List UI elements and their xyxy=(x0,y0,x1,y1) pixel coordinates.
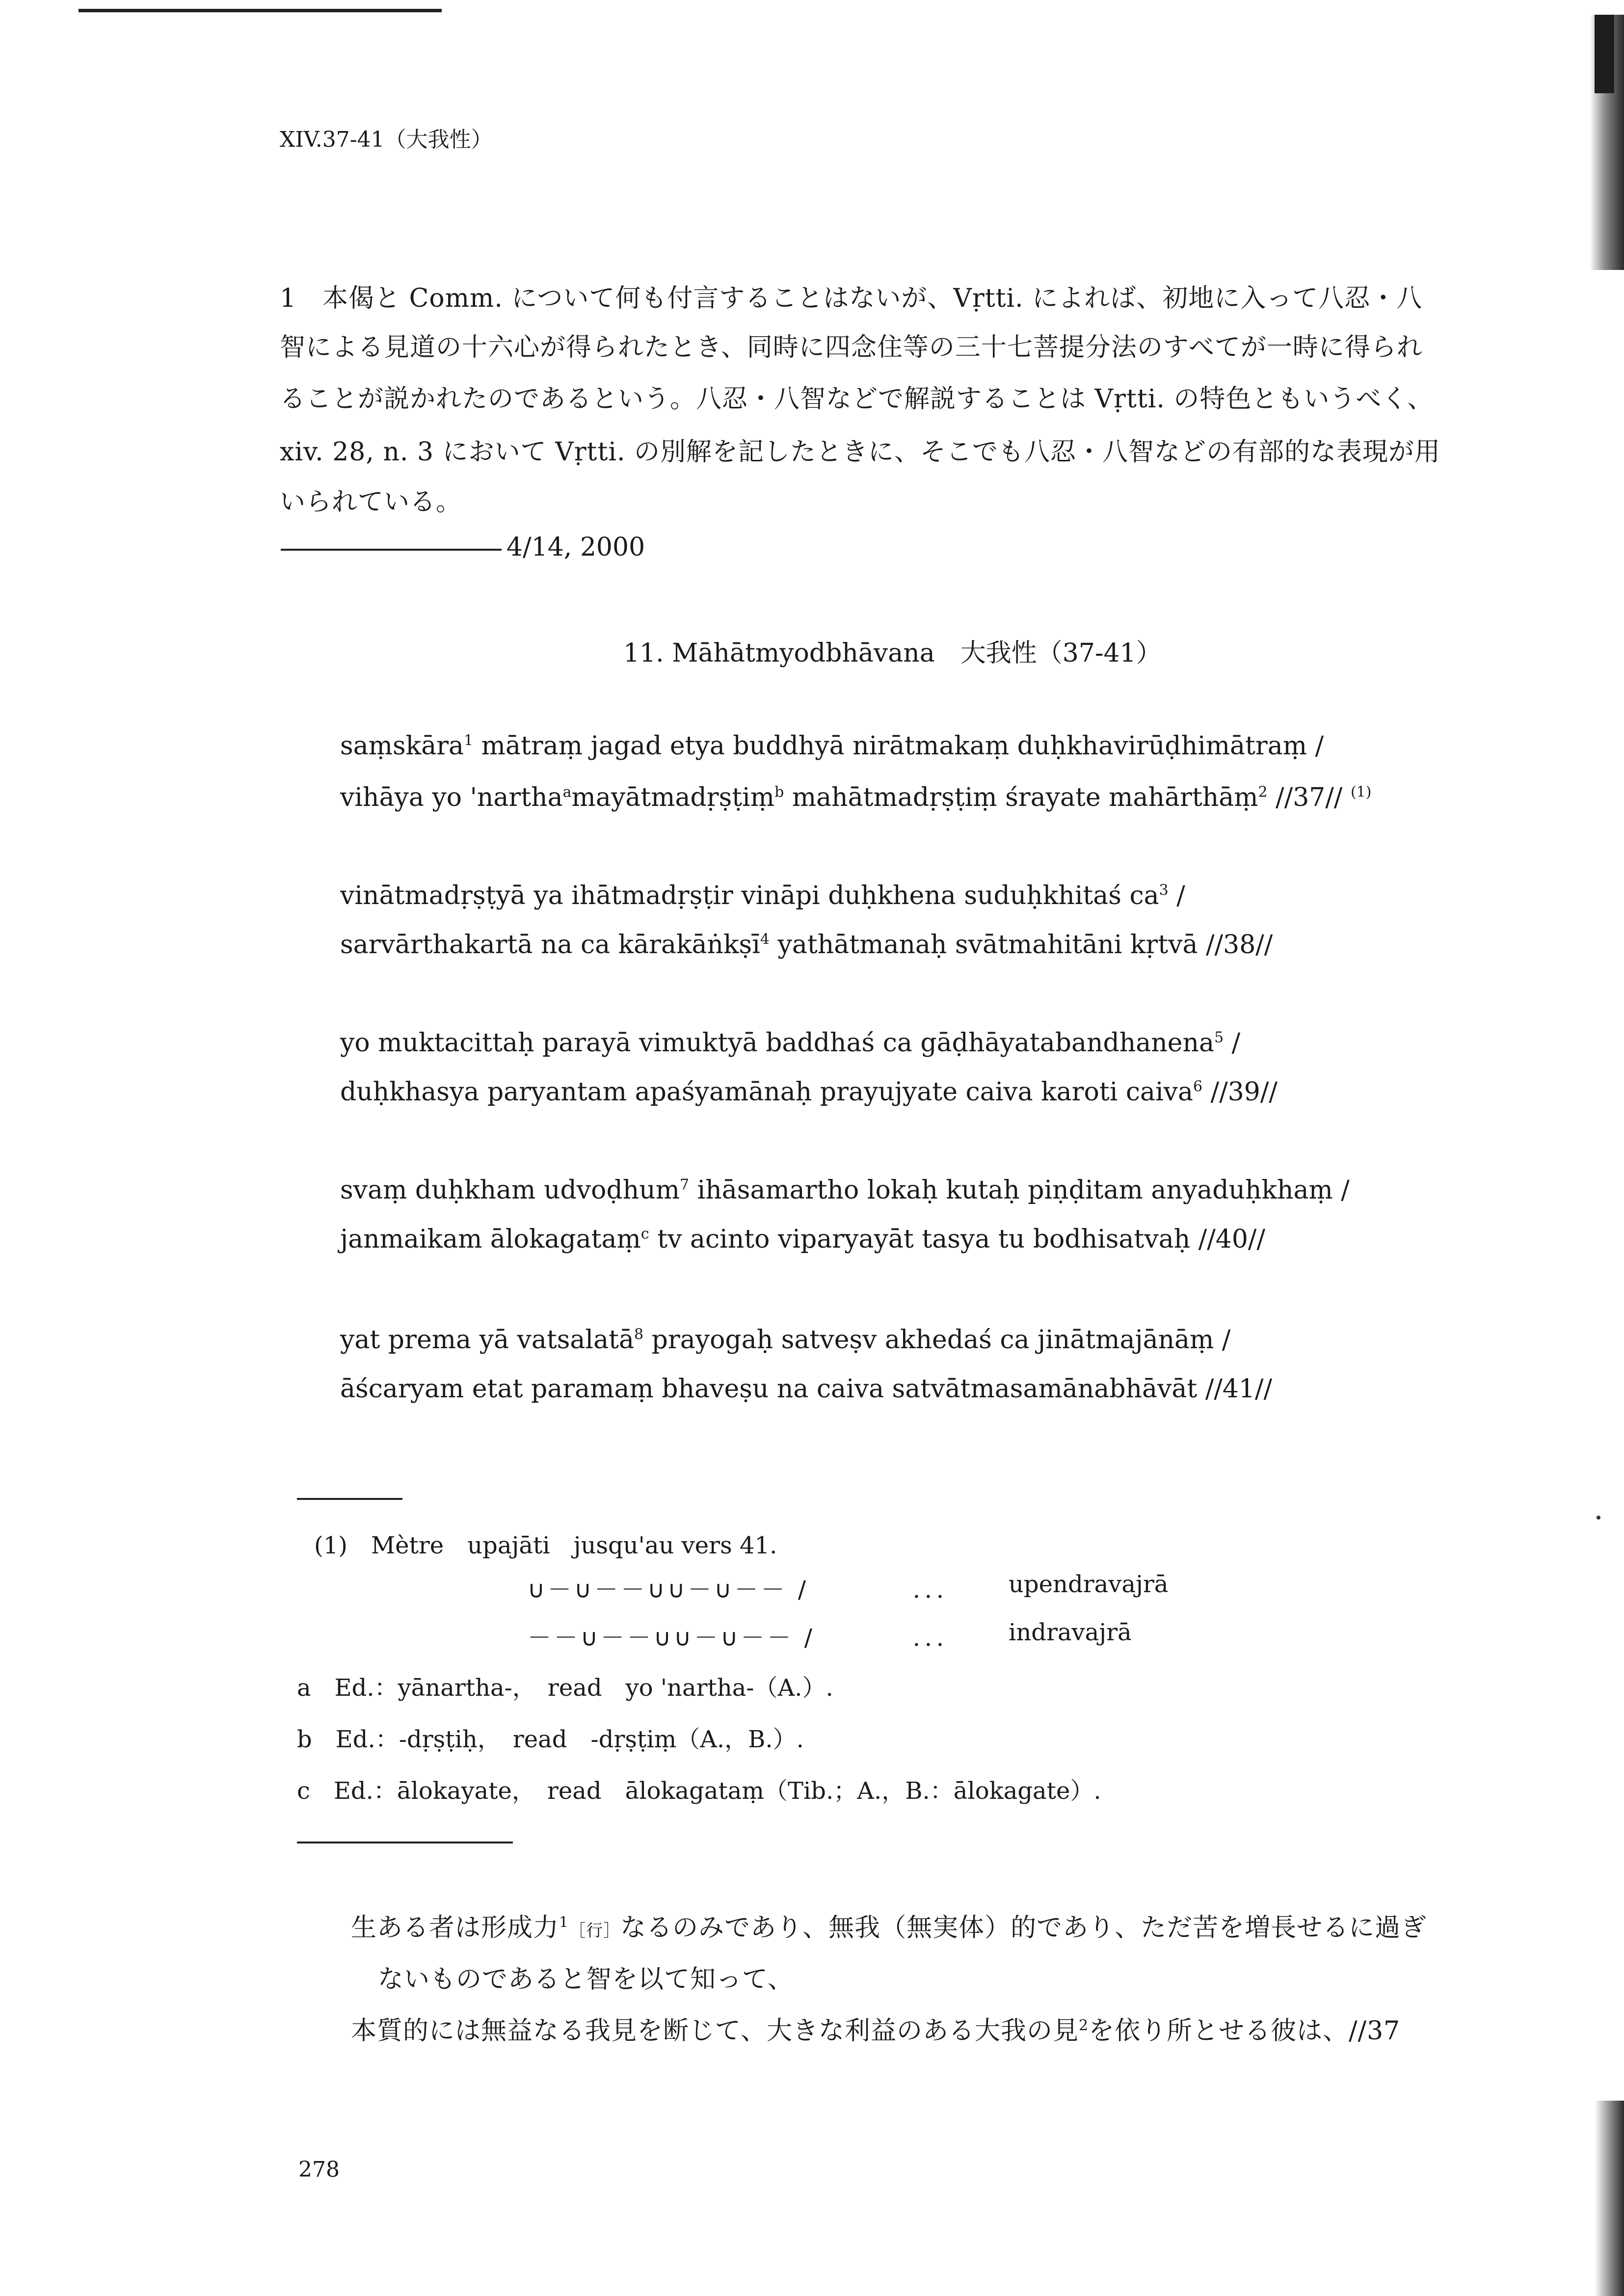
meter-name-2: indravajrā xyxy=(1009,1619,1132,1646)
verse-line-4: sarvārthakartā na ca kārakāṅkṣī$^4$ yathātmanaḥ svātmahitāni kṛtvā //38// xyxy=(340,930,1273,960)
meter-dots-1: ．．． xyxy=(913,1576,960,1603)
meter-name-1: upendravajrā xyxy=(1009,1571,1169,1598)
meter-dots-2: ．．． xyxy=(913,1624,960,1652)
verse-line-9: yat prema yā vatsalatā$^8$ prayogaḥ satveṣv akhedaś ca jinātmajānāṃ / xyxy=(340,1325,1231,1355)
running-header: XIV.37-41（大我性） xyxy=(280,127,493,152)
verse-line-8: janmaikam ālokagataṃ$^c$ tv acinto viparyayāt tasya tu bodhisatvaḥ //40// xyxy=(340,1225,1265,1254)
top-rule xyxy=(79,9,442,12)
variant-b: b Ed.：-dṛṣṭiḥ， read -dṛṣṭiṃ（A.，B.）. xyxy=(297,1726,804,1753)
verse-line-3: vinātmadṛṣṭyā ya ihātmadṛṣṭir vināpi duḥkhena suduḥkhitaś $ca^3$ / xyxy=(340,881,1185,910)
meter-pattern-2: －－∪－－∪∪－∪－－ / xyxy=(528,1624,815,1652)
variant-a: a Ed.：yānartha-， read yo 'nartha-（A.）. xyxy=(297,1674,833,1702)
footnote-rule xyxy=(297,1498,402,1500)
note1-line-3: ることが説かれたのであるという。八忍・八智などで解説することは Vṛtti. の特色ともいうべく、 xyxy=(280,384,1434,414)
section-title: 11. Māhātmyodbhāvana 大我性（37-41） xyxy=(623,639,1162,668)
translation-line-1: 生ある者は形成力$^1$［行］なるのみであり、無我（無実体）的であり、ただ苦を増長せるに過ぎ xyxy=(351,1913,1427,1943)
date-dash-rule xyxy=(281,549,502,551)
note1-line-2: 智による見道の十六心が得られたとき、同時に四念住等の三十七菩提分法のすべてが一時に得られ xyxy=(280,333,1423,362)
scan-edge-top-dark xyxy=(1595,15,1614,93)
note1-line-5: いられている。 xyxy=(280,487,462,517)
verse-line-1: saṃskāra$^1$ mātraṃ jagad etya buddhyā nirātmakaṃ duḥkhavirūḍhimātraṃ / xyxy=(340,731,1324,761)
page-number: 278 xyxy=(298,2157,340,2182)
note1-line-1: 1 本偈と Comm. について何も付言することはないが、Vṛtti. によれば、初地に入って八忍・八 xyxy=(280,284,1423,313)
verse-line-5: yo muktacittaḥ parayā vimuktyā baddhaś ca gāḍhāyatabandhanena$^5$ / xyxy=(340,1028,1241,1058)
translation-line-2: ないものであると智を以て知って、 xyxy=(378,1965,794,1994)
verse-line-2: vihāya yo 'nartha$^a$mayātmadṛṣṭiṃ$^b$ mahātmadṛṣṭiṃ śrayate mahārthāṃ$^2$ //37// $^{(1)}$ xyxy=(340,783,1372,812)
scan-edge-bottom xyxy=(1595,2101,1624,2296)
scan-dot xyxy=(1597,1516,1600,1520)
translation-rule xyxy=(297,1842,513,1843)
translation-line-3: 本質的には無益なる我見を断じて、大きな利益のある大我の見$^2$を依り所とせる彼は、//37 xyxy=(351,2016,1401,2046)
verse-line-7: svaṃ duḥkham udvoḍhum$^7$ ihāsamartho lokaḥ kutaḥ piṇḍitam anyaduḥkhaṃ / xyxy=(340,1175,1350,1205)
note1-date: 4/14, 2000 xyxy=(506,533,645,562)
note1-line-4: xiv. 28, n. 3 において Vṛtti. の別解を記したときに、そこでも八忍・八智などの有部的な表現が用 xyxy=(280,437,1441,467)
meter-pattern-1: ∪－∪－－∪∪－∪－－ / xyxy=(528,1576,809,1603)
verse-line-6: duḥkhasya paryantam apaśyamānaḥ prayujyate caiva karoti caiva$^6$ //39// xyxy=(340,1077,1278,1107)
verse-line-10: āścaryam etat paramaṃ bhaveṣu na caiva satvātmasamānabhāvāt //41// xyxy=(340,1374,1273,1404)
meter-note: (1) Mètre upajāti jusqu'au vers 41. xyxy=(314,1532,777,1559)
variant-c: c Ed.：ālokayate， read ālokagataṃ（Tib.；A.，B.：ālokagate）. xyxy=(297,1777,1101,1805)
